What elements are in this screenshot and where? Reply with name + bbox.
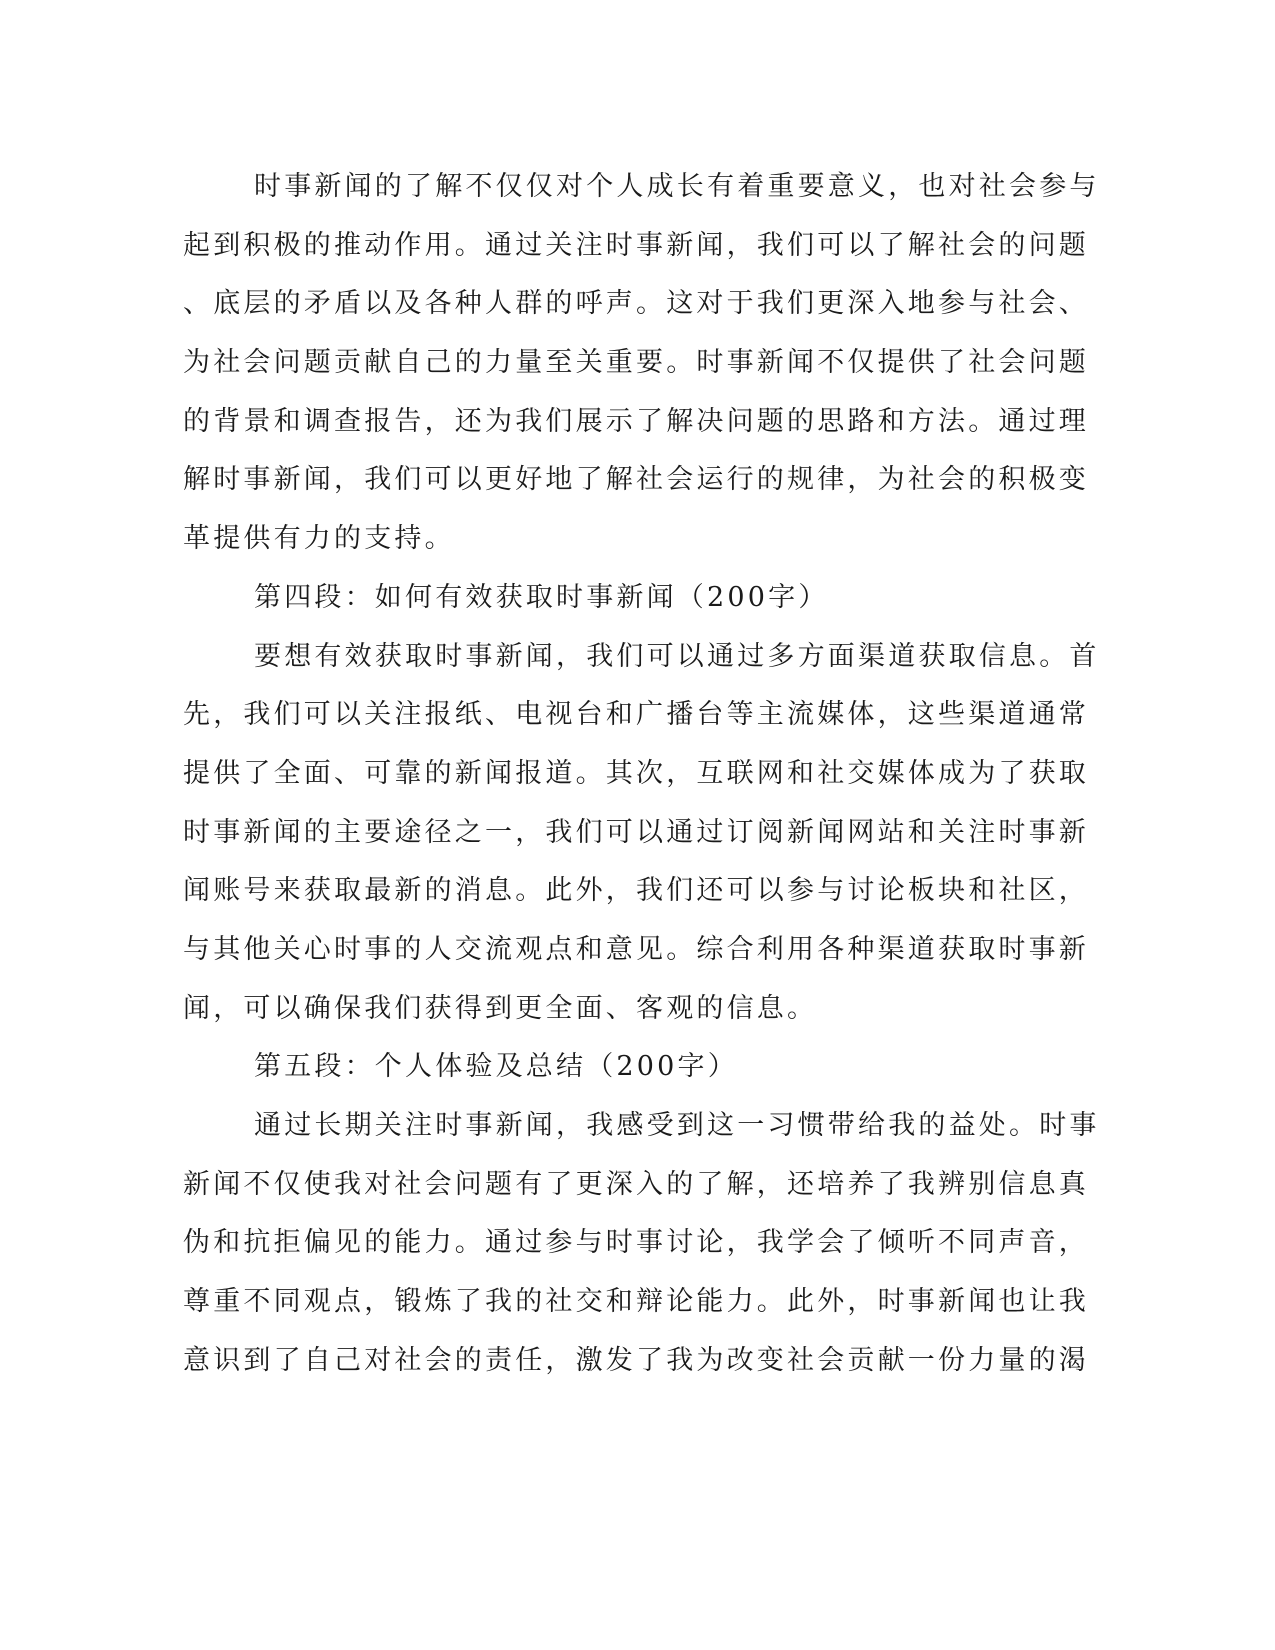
paragraph-line: 新闻不仅使我对社会问题有了更深入的了解，还培养了我辨别信息真 [183,1168,1089,1200]
paragraph-line: 为社会问题贡献自己的力量至关重要。时事新闻不仅提供了社会问题 [183,347,1089,379]
paragraph-line: 与其他关心时事的人交流观点和意见。综合利用各种渠道获取时事新 [183,933,1089,965]
paragraph-line: 的背景和调查报告，还为我们展示了解决问题的思路和方法。通过理 [183,405,1089,437]
paragraph-line: 意识到了自己对社会的责任，激发了我为改变社会贡献一份力量的渴 [183,1344,1089,1376]
document-body [183,158,1100,1390]
paragraph-line: 时事新闻的主要途径之一，我们可以通过订阅新闻网站和关注时事新 [183,816,1089,848]
paragraph-line: 、底层的矛盾以及各种人群的呼声。这对于我们更深入地参与社会、 [183,288,1089,320]
paragraph-line: 通过长期关注时事新闻，我感受到这一习惯带给我的益处。时事 [254,1110,1100,1141]
paragraph-line: 起到积极的推动作用。通过关注时事新闻，我们可以了解社会的问题 [183,229,1089,261]
paragraph-line: 时事新闻的了解不仅仅对个人成长有着重要意义，也对社会参与 [254,171,1100,202]
paragraph-line: 提供了全面、可靠的新闻报道。其次，互联网和社交媒体成为了获取 [183,757,1089,789]
section-heading: 第五段：个人体验及总结（200字） [254,1051,738,1083]
paragraph-line: 革提供有力的支持。 [183,523,455,555]
paragraph-line: 闻账号来获取最新的消息。此外，我们还可以参与讨论板块和社区， [183,875,1089,907]
paragraph-line: 闻，可以确保我们获得到更全面、客观的信息。 [183,992,818,1024]
paragraph-line: 尊重不同观点，锻炼了我的社交和辩论能力。此外，时事新闻也让我 [183,1286,1089,1318]
paragraph-line: 伪和抗拒偏见的能力。通过参与时事讨论，我学会了倾听不同声音， [183,1227,1089,1259]
section-heading: 第四段：如何有效获取时事新闻（200字） [254,581,829,613]
paragraph-line: 先，我们可以关注报纸、电视台和广播台等主流媒体，这些渠道通常 [183,699,1089,731]
paragraph-line: 解时事新闻，我们可以更好地了解社会运行的规律，为社会的积极变 [183,464,1089,496]
paragraph-line: 要想有效获取时事新闻，我们可以通过多方面渠道获取信息。首 [254,640,1100,672]
